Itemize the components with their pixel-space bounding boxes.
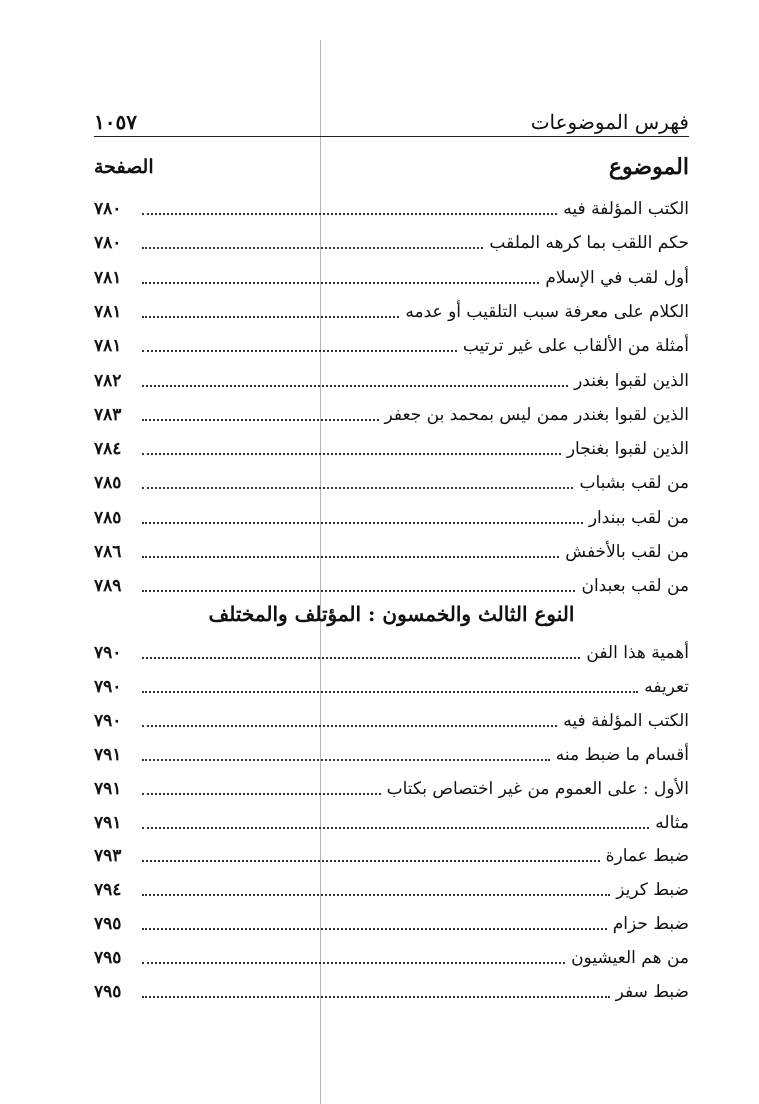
- toc-entry-title: من لقب ببندار: [588, 507, 689, 528]
- toc-entry-page: ٧٩٥: [94, 948, 122, 969]
- toc-entry-page: ٧٩٤: [94, 880, 122, 901]
- toc-entry-title: ضبط عمارة: [605, 846, 689, 867]
- toc-entry-page: ٧٩١: [94, 778, 122, 799]
- dot-leader: [142, 453, 561, 455]
- running-header: [94, 100, 689, 134]
- toc-entry-page: ٧٩١: [94, 812, 122, 833]
- toc-entry: [94, 297, 689, 327]
- toc-entry: [94, 331, 689, 361]
- toc-entry-page: ٧٨٥: [94, 507, 122, 528]
- dot-leader: [142, 316, 399, 318]
- toc-entry-page: ٧٩١: [94, 744, 122, 765]
- toc-entry-title: أهمية هذا الفن: [586, 643, 689, 663]
- dot-leader: [142, 962, 565, 964]
- toc-entry-title: من لقب بعبدان: [581, 576, 689, 597]
- toc-entry-page: ٧٨٢: [94, 370, 122, 391]
- toc-entry: [94, 263, 689, 293]
- toc-entry-title: الكتب المؤلفة فيه: [563, 710, 689, 731]
- toc-entry-page: ٧٨٠: [94, 199, 122, 219]
- toc-entry-page: ٧٨٠: [94, 233, 122, 254]
- toc-entry-page: ٧٨١: [94, 336, 122, 357]
- dot-leader: [142, 213, 557, 215]
- dot-leader: [142, 894, 610, 896]
- toc-entry: [94, 909, 689, 939]
- toc-entry-title: الكتب المؤلفة فيه: [563, 199, 689, 219]
- dot-leader: [142, 657, 580, 659]
- dot-leader: [142, 793, 381, 795]
- toc-entry-page: ٧٨١: [94, 301, 122, 322]
- toc-entry-title: أقسام ما ضبط منه: [555, 744, 689, 765]
- toc-entry-page: ٧٩٥: [94, 914, 122, 935]
- toc-entry: [94, 537, 689, 567]
- dot-leader: [142, 759, 550, 761]
- toc-entry-page: ٧٨٩: [94, 576, 122, 597]
- toc-entry-title: من لقب بالأخفش: [565, 542, 689, 562]
- dot-leader: [142, 996, 610, 998]
- toc-entry: [94, 194, 689, 224]
- dot-leader: [142, 385, 568, 387]
- header-rule: [94, 136, 689, 137]
- dot-leader: [142, 247, 483, 249]
- toc-entry-title: الذين لقبوا بغندر ممن ليس بمحمد بن جعفر: [384, 404, 689, 425]
- running-title: فهرس الموضوعات: [530, 110, 689, 134]
- toc-entry: [94, 571, 689, 601]
- toc-entry: [94, 943, 689, 973]
- toc-entry: [94, 503, 689, 533]
- toc-entry-page: ٧٩٥: [94, 982, 122, 1002]
- toc-entry: [94, 638, 689, 668]
- toc-entry-page: ٧٨٥: [94, 473, 122, 494]
- toc-entry: [94, 468, 689, 498]
- column-headings: [94, 152, 689, 182]
- toc-entry: [94, 977, 689, 1007]
- toc-entry: [94, 228, 689, 258]
- toc-entry-title: من لقب بشباب: [579, 473, 689, 494]
- toc-entry-page: ٧٩٣: [94, 846, 122, 867]
- dot-leader: [142, 860, 600, 862]
- toc-entry: [94, 841, 689, 871]
- toc-entry-title: مثاله: [655, 812, 689, 833]
- toc-entry-title: الكلام على معرفة سبب التلقيب أو عدمه: [405, 301, 689, 322]
- toc-entry-title: الذين لقبوا بغندر: [574, 370, 689, 391]
- dot-leader: [142, 928, 607, 930]
- dot-leader: [142, 556, 559, 558]
- dot-leader: [142, 691, 638, 693]
- toc-entry-page: ٧٨٦: [94, 542, 122, 562]
- dot-leader: [142, 350, 457, 352]
- page-number: ١٠٥٧: [94, 110, 137, 134]
- toc-entry-title: تعريفه: [644, 676, 689, 697]
- toc-entry-title: الأول : على العموم من غير اختصاص بكتاب: [386, 778, 689, 799]
- dot-leader: [142, 419, 379, 421]
- dot-leader: [142, 522, 583, 524]
- dot-leader: [142, 725, 557, 727]
- topic-column-heading: الموضوع: [608, 154, 689, 180]
- toc-entry-page: ٧٨١: [94, 267, 122, 288]
- page-column-heading: الصفحة: [94, 156, 154, 178]
- toc-entry: [94, 366, 689, 396]
- toc-entry-page: ٧٩٠: [94, 710, 122, 731]
- toc-entry-page: ٧٩٠: [94, 676, 122, 697]
- toc-entry: [94, 774, 689, 804]
- dot-leader: [142, 590, 575, 592]
- dot-leader: [142, 282, 539, 284]
- toc-entry: [94, 875, 689, 905]
- toc-entry-title: ضبط كريز: [616, 880, 689, 901]
- dot-leader: [142, 827, 649, 829]
- toc-entry: [94, 672, 689, 702]
- toc-entry-title: أول لقب في الإسلام: [545, 267, 689, 288]
- toc-entry-page: ٧٩٠: [94, 643, 122, 663]
- toc-entry-title: من هم العيشيون: [571, 948, 689, 969]
- toc-entry: [94, 434, 689, 464]
- toc-entry-title: حكم اللقب بما كرهه الملقب: [489, 233, 689, 254]
- dot-leader: [142, 487, 573, 489]
- toc-entry: [94, 706, 689, 736]
- toc-entry: [94, 808, 689, 838]
- toc-entry-title: أمثلة من الألقاب على غير ترتيب: [462, 336, 689, 357]
- toc-entry-title: ضبط سفر: [615, 982, 689, 1002]
- toc-entry: [94, 740, 689, 770]
- section-heading: النوع الثالث والخمسون : المؤتلف والمختلف: [208, 602, 575, 626]
- toc-entry-page: ٧٨٣: [94, 404, 122, 425]
- toc-entry-title: الذين لقبوا بغنجار: [566, 439, 689, 460]
- toc-entry-page: ٧٨٤: [94, 439, 122, 460]
- toc-entry-title: ضبط حزام: [612, 914, 689, 935]
- toc-entry: [94, 400, 689, 430]
